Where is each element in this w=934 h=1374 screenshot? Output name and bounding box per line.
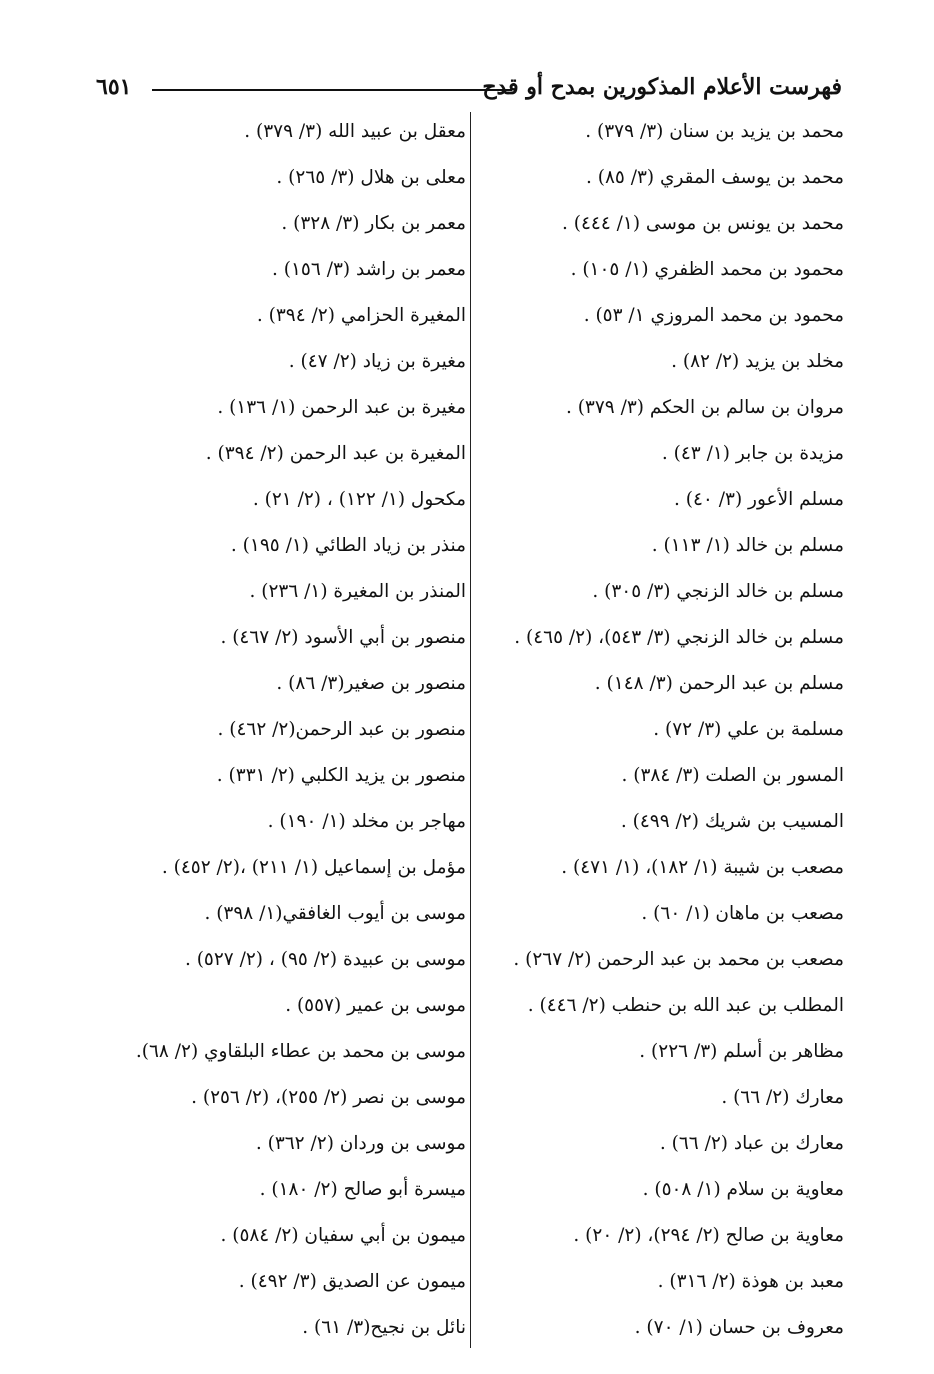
page-title: فهرست الأعلام المذكورين بمدح أو قدح: [482, 74, 842, 100]
index-entry: مهاجر بن مخلد (١/ ١٩٠) .: [267, 811, 466, 832]
index-entry: منصور بن يزيد الكلبي (٢/ ٣٣١) .: [216, 765, 466, 786]
index-entry: مصعب بن محمد بن عبد الرحمن (٢/ ٢٦٧) .: [513, 949, 844, 970]
index-entry: معبد بن هوذة (٢/ ٣١٦) .: [657, 1271, 844, 1292]
header-rule: [152, 89, 512, 91]
index-entry: محمد بن يوسف المقري (٣/ ٨٥) .: [585, 167, 844, 188]
index-entry: موسى بن نصر (٢/ ٢٥٥)، (٢/ ٢٥٦) .: [191, 1087, 466, 1108]
index-entry: محمد بن يونس بن موسى (١/ ٤٤٤) .: [561, 213, 844, 234]
index-entry: ميمون بن أبي سفيان (٢/ ٥٨٤) .: [220, 1225, 466, 1246]
index-entry: معارك بن عباد (٢/ ٦٦) .: [659, 1133, 844, 1154]
index-entry: مغيرة بن زياد (٢/ ٤٧) .: [288, 351, 466, 372]
index-entry: محمود بن محمد المروزي ١/ ٥٣) .: [583, 305, 844, 326]
index-entry: المنذر بن المغيرة (١/ ٢٣٦) .: [249, 581, 466, 602]
index-entry: مؤمل بن إسماعيل (١/ ٢١١) ،(٢/ ٤٥٢) .: [161, 857, 466, 878]
index-entry: معمر بن راشد (٣/ ١٥٦) .: [272, 259, 466, 280]
index-entry: محمود بن محمد الظفري (١/ ١٠٥) .: [570, 259, 844, 280]
page-number: ٦٥١: [96, 74, 132, 100]
index-entry: المطلب بن عبد الله بن حنطب (٢/ ٤٤٦) .: [527, 995, 844, 1016]
index-entry: المغيرة بن عبد الرحمن (٢/ ٣٩٤) .: [205, 443, 466, 464]
index-entry: مسلم بن خالد الزنجي (٣/ ٥٤٣)، (٢/ ٤٦٥) .: [514, 627, 844, 648]
index-entry: منصور بن أبي الأسود (٢/ ٤٦٧) .: [220, 627, 466, 648]
index-column-left: [116, 112, 466, 1354]
index-entry: نائل بن نجيح(٣/ ٦١) .: [302, 1317, 466, 1338]
index-entry: معقل بن عبيد الله (٣/ ٣٧٩) .: [244, 121, 466, 142]
column-divider: [470, 112, 471, 1348]
index-entry: مسلم بن خالد الزنجي (٣/ ٣٠٥) .: [592, 581, 844, 602]
index-entry: منصور بن صغير(٣/ ٨٦) .: [276, 673, 466, 694]
page-header: [96, 74, 842, 108]
index-entry: مصعب بن شيبة (١/ ١٨٢)، (١/ ٤٧١) .: [561, 857, 844, 878]
index-entry: معاوية بن صالح (٢/ ٢٩٤)، (٢/ ٢٠) .: [573, 1225, 844, 1246]
index-entry: مزيدة بن جابر (١/ ٤٣) .: [661, 443, 844, 464]
index-entry: موسى بن محمد بن عطاء البلقاوي (٢/ ٦٨).: [135, 1041, 466, 1062]
index-entry: المسيب بن شريك (٢/ ٤٩٩) .: [620, 811, 844, 832]
index-entry: موسى بن عبيدة (٢/ ٩٥) ، (٢/ ٥٢٧) .: [184, 949, 466, 970]
index-entry: مغيرة بن عبد الرحمن (١/ ١٣٦) .: [217, 397, 466, 418]
index-entry: معلى بن هلال (٣/ ٢٦٥) .: [276, 167, 466, 188]
index-entry: مكحول (١/ ١٢٢) ، (٢/ ٢١) .: [252, 489, 466, 510]
index-entry: محمد بن يزيد بن سنان (٣/ ٣٧٩) .: [585, 121, 844, 142]
index-entry: معروف بن حسان (١/ ٧٠) .: [634, 1317, 844, 1338]
index-entry: معارك (٢/ ٦٦) .: [721, 1087, 844, 1108]
index-entry: مسلم بن خالد (١/ ١١٣) .: [651, 535, 844, 556]
index-entry: مخلد بن يزيد (٢/ ٨٢) .: [671, 351, 844, 372]
index-entry: ميمون عن الصديق (٣/ ٤٩٢) .: [238, 1271, 466, 1292]
index-entry: معمر بن بكار (٣/ ٣٢٨) .: [281, 213, 466, 234]
index-entry: المسور بن الصلت (٣/ ٣٨٤) .: [621, 765, 844, 786]
index-entry: مصعب بن ماهان (١/ ٦٠) .: [641, 903, 844, 924]
index-entry: موسى بن أيوب الغافقي(١/ ٣٩٨) .: [204, 903, 466, 924]
index-entry: مروان بن سالم بن الحكم (٣/ ٣٧٩) .: [565, 397, 844, 418]
index-entry: مسلم الأعور (٣/ ٤٠) .: [674, 489, 844, 510]
index-entry: مسلم بن عبد الرحمن (٣/ ١٤٨) .: [594, 673, 844, 694]
index-entry: موسى بن وردان (٢/ ٣٦٢) .: [255, 1133, 466, 1154]
index-entry: المغيرة الحزامي (٢/ ٣٩٤) .: [256, 305, 466, 326]
index-column-right: [484, 112, 844, 1354]
index-entry: معاوية بن سلام (١/ ٥٠٨) .: [642, 1179, 844, 1200]
index-entry: مسلمة بن علي (٣/ ٧٢) .: [653, 719, 844, 740]
index-entry: ميسرة أبو صالح (٢/ ١٨٠) .: [259, 1179, 466, 1200]
index-entry: مظاهر بن أسلم (٣/ ٢٢٦) .: [639, 1041, 844, 1062]
index-entry: موسى بن عمير (٥٥٧) .: [285, 995, 466, 1016]
index-entry: منصور بن عبد الرحمن(٢/ ٤٦٢) .: [217, 719, 466, 740]
index-entry: منذر بن زياد الطائي (١/ ١٩٥) .: [230, 535, 466, 556]
